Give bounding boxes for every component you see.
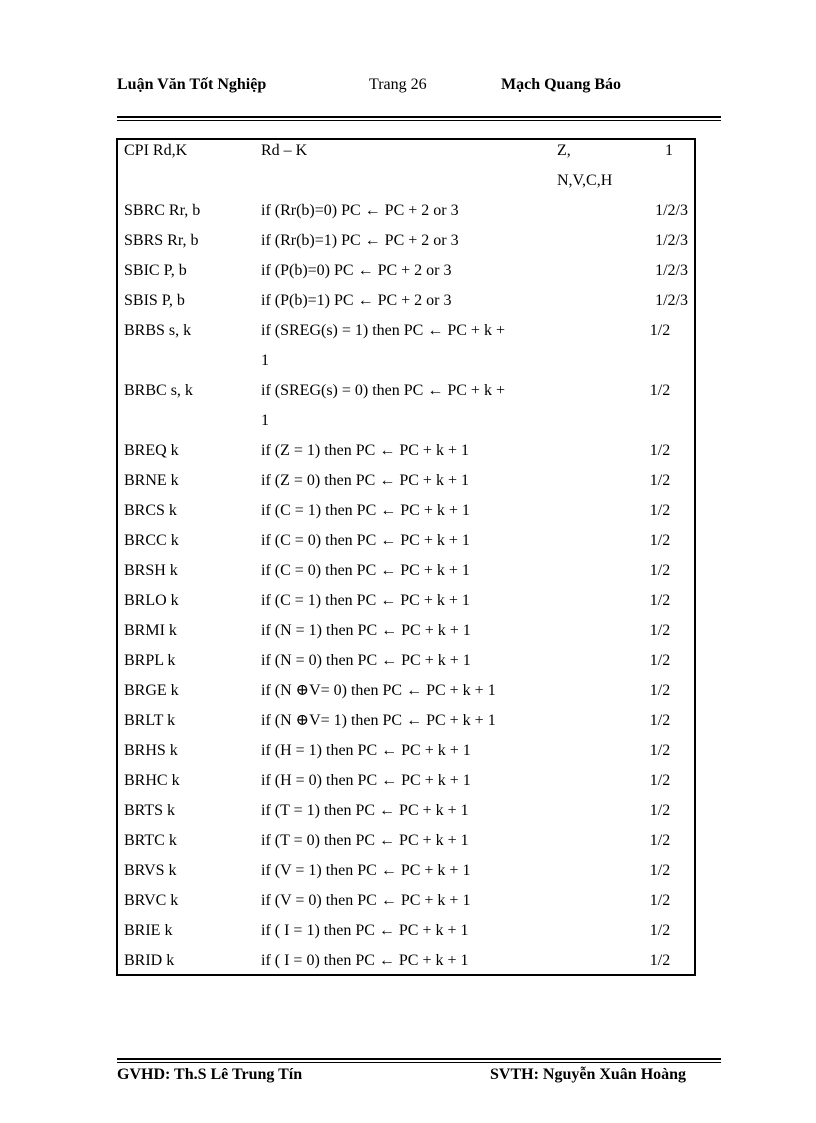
instruction-clocks: 1/2 (649, 442, 671, 459)
table-row (118, 946, 694, 976)
instruction-mnemonic: BRLT k (124, 712, 176, 729)
instruction-clocks: 1/2 (649, 712, 671, 729)
table-row (118, 136, 694, 196)
instruction-clocks: 1/2 (649, 532, 671, 549)
instruction-mnemonic: BRCS k (124, 502, 177, 519)
instruction-mnemonic: BRVS k (124, 862, 177, 879)
instruction-clocks: 1/2 (649, 862, 671, 879)
instruction-operation: if (N ⊕V= 0) then PC ← PC + k + 1 (261, 682, 496, 699)
instruction-operation: if (Rr(b)=0) PC ← PC + 2 or 3 (261, 202, 459, 219)
instruction-clocks: 1/2/3 (655, 292, 688, 309)
table-row (118, 766, 694, 796)
instruction-mnemonic: BRCC k (124, 532, 179, 549)
instruction-clocks: 1 (665, 142, 673, 159)
instruction-clocks: 1/2/3 (655, 232, 688, 249)
instruction-operation: if (N = 1) then PC ← PC + k + 1 (261, 622, 471, 639)
instruction-flags: Z, (557, 142, 571, 159)
table-row (118, 646, 694, 676)
instruction-mnemonic: BRHS k (124, 742, 178, 759)
table-row (118, 376, 694, 436)
instruction-mnemonic: BRID k (124, 952, 175, 969)
instruction-operation: if (P(b)=0) PC ← PC + 2 or 3 (261, 262, 452, 279)
instruction-mnemonic: BRBC s, k (124, 382, 193, 399)
table-row (118, 796, 694, 826)
instruction-clocks: 1/2 (649, 382, 671, 399)
instruction-mnemonic: SBRC Rr, b (124, 202, 201, 219)
student: SVTH: Nguyễn Xuân Hoàng (490, 1066, 687, 1083)
table-row (118, 916, 694, 946)
instruction-operation-cont: 1 (261, 352, 269, 369)
supervisor: GVHD: Th.S Lê Trung Tín (117, 1066, 303, 1083)
table-row (118, 826, 694, 856)
instruction-operation: if (Rr(b)=1) PC ← PC + 2 or 3 (261, 232, 459, 249)
instruction-clocks: 1/2 (649, 952, 671, 969)
instruction-table (116, 138, 696, 976)
table-row (118, 436, 694, 466)
table-row (118, 676, 694, 706)
table-row (118, 526, 694, 556)
instruction-mnemonic: BRVC k (124, 892, 179, 909)
instruction-mnemonic: BRBS s, k (124, 322, 192, 339)
table-row (118, 856, 694, 886)
instruction-operation: if (H = 1) then PC ← PC + k + 1 (261, 742, 471, 759)
instruction-flags-cont: N,V,C,H (557, 172, 613, 189)
instruction-mnemonic: SBIS P, b (124, 292, 185, 309)
instruction-operation: if ( I = 0) then PC ← PC + k + 1 (261, 952, 469, 969)
instruction-clocks: 1/2 (649, 502, 671, 519)
instruction-clocks: 1/2 (649, 832, 671, 849)
instruction-operation: if ( I = 1) then PC ← PC + k + 1 (261, 922, 469, 939)
footer-rule-thin (117, 1062, 721, 1063)
table-row (118, 286, 694, 316)
instruction-mnemonic: BRMI k (124, 622, 177, 639)
instruction-clocks: 1/2 (649, 742, 671, 759)
instruction-mnemonic: BRNE k (124, 472, 179, 489)
instruction-operation: if (N = 0) then PC ← PC + k + 1 (261, 652, 471, 669)
instruction-operation: if (V = 1) then PC ← PC + k + 1 (261, 862, 471, 879)
table-row (118, 706, 694, 736)
instruction-clocks: 1/2 (649, 772, 671, 789)
instruction-operation: if (C = 1) then PC ← PC + k + 1 (261, 592, 470, 609)
table-row (118, 466, 694, 496)
instruction-mnemonic: BRTC k (124, 832, 177, 849)
table-row (118, 586, 694, 616)
instruction-mnemonic: BRSH k (124, 562, 178, 579)
instruction-mnemonic: BRGE k (124, 682, 179, 699)
instruction-operation: if (T = 0) then PC ← PC + k + 1 (261, 832, 469, 849)
instruction-clocks: 1/2/3 (655, 262, 688, 279)
header-rule-thick (117, 116, 721, 118)
table-row (118, 226, 694, 256)
instruction-clocks: 1/2/3 (655, 202, 688, 219)
instruction-clocks: 1/2 (649, 682, 671, 699)
instruction-mnemonic: BRIE k (124, 922, 173, 939)
table-row (118, 256, 694, 286)
document-topic: Mạch Quang Báo (501, 76, 622, 93)
instruction-operation: if (SREG(s) = 0) then PC ← PC + k + (261, 382, 505, 399)
instruction-mnemonic: BRPL k (124, 652, 176, 669)
instruction-clocks: 1/2 (649, 652, 671, 669)
instruction-clocks: 1/2 (649, 622, 671, 639)
instruction-clocks: 1/2 (649, 472, 671, 489)
page-header (117, 76, 721, 98)
instruction-operation: if (Z = 1) then PC ← PC + k + 1 (261, 442, 469, 459)
instruction-clocks: 1/2 (649, 592, 671, 609)
instruction-operation: if (H = 0) then PC ← PC + k + 1 (261, 772, 471, 789)
table-row (118, 886, 694, 916)
instruction-mnemonic: CPI Rd,K (124, 142, 188, 159)
instruction-mnemonic: BRTS k (124, 802, 176, 819)
table-row (118, 736, 694, 766)
instruction-operation: if (V = 0) then PC ← PC + k + 1 (261, 892, 471, 909)
instruction-mnemonic: BRHC k (124, 772, 180, 789)
instruction-clocks: 1/2 (649, 922, 671, 939)
table-row (118, 496, 694, 526)
instruction-operation: Rd – K (261, 142, 308, 159)
instruction-clocks: 1/2 (649, 892, 671, 909)
table-row (118, 196, 694, 226)
instruction-mnemonic: SBRS Rr, b (124, 232, 199, 249)
instruction-clocks: 1/2 (649, 562, 671, 579)
instruction-clocks: 1/2 (649, 802, 671, 819)
instruction-mnemonic: BREQ k (124, 442, 179, 459)
table-row (118, 316, 694, 376)
instruction-operation: if (Z = 0) then PC ← PC + k + 1 (261, 472, 469, 489)
instruction-clocks: 1/2 (649, 322, 671, 339)
instruction-operation: if (T = 1) then PC ← PC + k + 1 (261, 802, 469, 819)
footer-rule-thick (117, 1058, 721, 1060)
instruction-operation: if (P(b)=1) PC ← PC + 2 or 3 (261, 292, 452, 309)
header-rule-thin (117, 120, 721, 121)
page-footer (117, 1066, 721, 1088)
instruction-operation: if (C = 0) then PC ← PC + k + 1 (261, 562, 470, 579)
thesis-title: Luận Văn Tốt Nghiệp (117, 76, 267, 93)
page-number: Trang 26 (369, 76, 427, 93)
table-row (118, 556, 694, 586)
instruction-operation: if (C = 0) then PC ← PC + k + 1 (261, 532, 470, 549)
table-row (118, 616, 694, 646)
instruction-operation-cont: 1 (261, 412, 269, 429)
instruction-operation: if (C = 1) then PC ← PC + k + 1 (261, 502, 470, 519)
instruction-mnemonic: SBIC P, b (124, 262, 187, 279)
instruction-operation: if (SREG(s) = 1) then PC ← PC + k + (261, 322, 505, 339)
instruction-operation: if (N ⊕V= 1) then PC ← PC + k + 1 (261, 712, 496, 729)
instruction-mnemonic: BRLO k (124, 592, 179, 609)
